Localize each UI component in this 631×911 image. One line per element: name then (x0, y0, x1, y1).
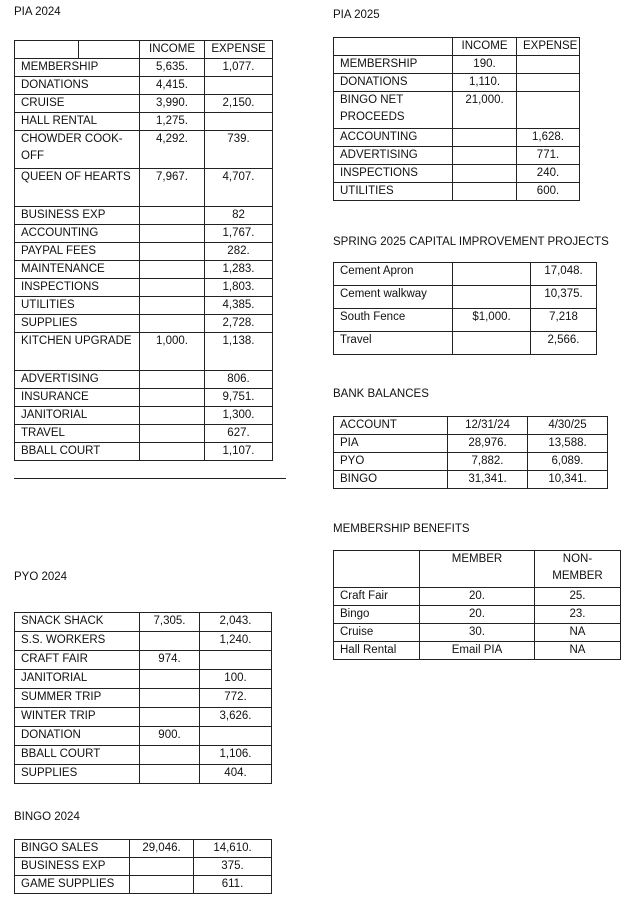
table-row (15, 425, 273, 443)
table-row (334, 286, 597, 309)
table-row (15, 371, 273, 389)
row-label: BUSINESS EXP (15, 207, 140, 225)
table-header-row (334, 38, 580, 56)
value-cell-2: 1,106. (200, 746, 272, 765)
table-row (15, 207, 273, 225)
value-cell-2: 1,240. (200, 632, 272, 651)
table-row (334, 165, 580, 183)
row-label: Travel (334, 332, 453, 355)
bank-table (333, 416, 608, 489)
capital-table (333, 262, 597, 355)
value-cell-2: 2,566. (531, 332, 597, 355)
bingo2024-table (14, 839, 272, 894)
row-label: Craft Fair (334, 588, 420, 606)
value-cell-1: 7,882. (448, 453, 528, 471)
row-label: JANITORIAL (15, 407, 140, 425)
value-cell-2: 3,626. (200, 708, 272, 727)
value-cell-2: 23. (535, 606, 621, 624)
value-cell-2: 2,043. (200, 613, 272, 632)
table-row (15, 670, 272, 689)
row-label: HALL RENTAL (15, 113, 140, 131)
value-cell-1 (140, 315, 205, 333)
expense-header: EXPENSE (517, 38, 580, 56)
value-cell-1 (453, 129, 517, 147)
row-label: INSPECTIONS (334, 165, 453, 183)
table-row (334, 129, 580, 147)
value-cell-2: 1,077. (205, 59, 273, 77)
value-cell-1: Email PIA (420, 642, 535, 660)
value-cell-2: 6,089. (528, 453, 608, 471)
non-member-header: NON-MEMBER (535, 551, 621, 588)
value-cell-1: 31,341. (448, 471, 528, 489)
table-row (15, 727, 272, 746)
value-cell-2: 627. (205, 425, 273, 443)
value-cell-1 (140, 279, 205, 297)
row-label: MEMBERSHIP (334, 56, 453, 74)
table-row (15, 225, 273, 243)
value-cell-1 (453, 147, 517, 165)
table-row (15, 77, 273, 95)
value-cell-2: 10,375. (531, 286, 597, 309)
account-header: ACCOUNT (334, 417, 448, 435)
pyo2024-table (14, 612, 272, 784)
value-cell-1: 30. (420, 624, 535, 642)
value-cell-2 (200, 727, 272, 746)
value-cell-1 (453, 263, 531, 286)
value-cell-2: 14,610. (194, 840, 272, 858)
row-label: BBALL COURT (15, 443, 140, 461)
value-cell-2: 1,803. (205, 279, 273, 297)
value-cell-2: 82 (205, 207, 273, 225)
row-label: BINGO (334, 471, 448, 489)
row-label: SUPPLIES (15, 765, 140, 784)
row-label: UTILITIES (15, 297, 140, 315)
row-label: PIA (334, 435, 448, 453)
value-cell-1: 20. (420, 606, 535, 624)
value-cell-1: 900. (140, 727, 200, 746)
date-header: 4/30/25 (528, 417, 608, 435)
row-label: DONATIONS (334, 74, 453, 92)
table-row (15, 689, 272, 708)
table-row (15, 279, 273, 297)
bank-title: BANK BALANCES (333, 388, 429, 400)
row-label: CRAFT FAIR (15, 651, 140, 670)
value-cell-2: 1,628. (517, 129, 580, 147)
value-cell-2: 100. (200, 670, 272, 689)
member-header: MEMBER (420, 551, 535, 588)
value-cell-1: 7,305. (140, 613, 200, 632)
value-cell-1: 20. (420, 588, 535, 606)
value-cell-2 (517, 74, 580, 92)
table-row (15, 708, 272, 727)
table-row (334, 624, 621, 642)
value-cell-1: 3,990. (140, 95, 205, 113)
pia2025-title: PIA 2025 (333, 9, 380, 21)
value-cell-2: 806. (205, 371, 273, 389)
table-header-row (15, 41, 273, 59)
header-cell (79, 41, 140, 59)
value-cell-2: 4,707. (205, 169, 273, 207)
benefits-table (333, 550, 621, 660)
value-cell-1 (140, 207, 205, 225)
value-cell-1: 7,967. (140, 169, 205, 207)
value-cell-1 (140, 670, 200, 689)
table-row (15, 297, 273, 315)
table-row (15, 261, 273, 279)
row-label: WINTER TRIP (15, 708, 140, 727)
row-label: GAME SUPPLIES (15, 876, 130, 894)
table-row (15, 59, 273, 77)
table-row (15, 613, 272, 632)
table-row (334, 588, 621, 606)
row-label: BINGO NET PROCEEDS (334, 92, 453, 129)
row-label: DONATIONS (15, 77, 140, 95)
table-row (15, 876, 272, 894)
row-label: BINGO SALES (15, 840, 130, 858)
row-label: INSPECTIONS (15, 279, 140, 297)
row-label: KITCHEN UPGRADE (15, 333, 140, 371)
value-cell-1 (453, 286, 531, 309)
date-header: 12/31/24 (448, 417, 528, 435)
value-cell-2 (517, 92, 580, 129)
table-row (15, 407, 273, 425)
value-cell-1 (140, 765, 200, 784)
table-row (15, 443, 273, 461)
row-label: PAYPAL FEES (15, 243, 140, 261)
capital-title: SPRING 2025 CAPITAL IMPROVEMENT PROJECTS (333, 236, 609, 248)
value-cell-2 (205, 77, 273, 95)
value-cell-1 (140, 443, 205, 461)
value-cell-1 (130, 858, 194, 876)
value-cell-1 (140, 225, 205, 243)
header-cell (334, 551, 420, 588)
value-cell-1 (140, 708, 200, 727)
expense-header: EXPENSE (205, 41, 273, 59)
value-cell-1 (140, 297, 205, 315)
table-row (334, 606, 621, 624)
table-row (334, 435, 608, 453)
row-label: Cement Apron (334, 263, 453, 286)
pia2024-title: PIA 2024 (14, 6, 61, 18)
pia2025-table (333, 37, 580, 201)
header-cell (15, 41, 79, 59)
row-label: CHOWDER COOK-OFF (15, 131, 140, 169)
value-cell-1: 4,415. (140, 77, 205, 95)
value-cell-1: 28,976. (448, 435, 528, 453)
value-cell-1: 1,000. (140, 333, 205, 371)
table-row (15, 651, 272, 670)
row-label: S.S. WORKERS (15, 632, 140, 651)
table-row (334, 183, 580, 201)
income-header: INCOME (453, 38, 517, 56)
value-cell-2: 1,107. (205, 443, 273, 461)
table-row (334, 74, 580, 92)
row-label: INSURANCE (15, 389, 140, 407)
value-cell-2: 611. (194, 876, 272, 894)
value-cell-2: 404. (200, 765, 272, 784)
row-label: BBALL COURT (15, 746, 140, 765)
value-cell-1: 190. (453, 56, 517, 74)
value-cell-1 (140, 243, 205, 261)
row-label: BUSINESS EXP (15, 858, 130, 876)
row-label: SNACK SHACK (15, 613, 140, 632)
table-row (15, 858, 272, 876)
value-cell-2: 282. (205, 243, 273, 261)
table-header-row (334, 551, 621, 588)
table-row (15, 746, 272, 765)
income-header: INCOME (140, 41, 205, 59)
value-cell-1: 4,292. (140, 131, 205, 169)
value-cell-2: 600. (517, 183, 580, 201)
value-cell-1 (453, 183, 517, 201)
table-row (334, 332, 597, 355)
row-label: Hall Rental (334, 642, 420, 660)
value-cell-1: $1,000. (453, 309, 531, 332)
row-label: Bingo (334, 606, 420, 624)
header-cell (334, 38, 453, 56)
row-label: QUEEN OF HEARTS (15, 169, 140, 207)
row-label: UTILITIES (334, 183, 453, 201)
value-cell-2: 10,341. (528, 471, 608, 489)
value-cell-2: 375. (194, 858, 272, 876)
value-cell-1: 1,275. (140, 113, 205, 131)
value-cell-2: 772. (200, 689, 272, 708)
row-label: Cement walkway (334, 286, 453, 309)
row-label: TRAVEL (15, 425, 140, 443)
value-cell-2: 739. (205, 131, 273, 169)
value-cell-1 (140, 389, 205, 407)
value-cell-2: 1,767. (205, 225, 273, 243)
value-cell-1 (140, 425, 205, 443)
value-cell-2: 1,300. (205, 407, 273, 425)
row-label: ADVERTISING (334, 147, 453, 165)
row-label: ACCOUNTING (15, 225, 140, 243)
value-cell-2: 240. (517, 165, 580, 183)
table-row (15, 113, 273, 131)
row-label: JANITORIAL (15, 670, 140, 689)
value-cell-2: 4,385. (205, 297, 273, 315)
value-cell-1: 5,635. (140, 59, 205, 77)
row-label: South Fence (334, 309, 453, 332)
table-row (334, 92, 580, 129)
value-cell-1 (140, 746, 200, 765)
table-row (15, 840, 272, 858)
table-row (15, 95, 273, 113)
row-label: PYO (334, 453, 448, 471)
value-cell-2 (205, 113, 273, 131)
table-row (15, 333, 273, 371)
value-cell-2: 17,048. (531, 263, 597, 286)
row-label: Cruise (334, 624, 420, 642)
value-cell-1 (140, 689, 200, 708)
table-row (334, 471, 608, 489)
table-header-row (334, 417, 608, 435)
table-row (334, 453, 608, 471)
table-row (15, 243, 273, 261)
value-cell-2 (517, 56, 580, 74)
row-label: DONATION (15, 727, 140, 746)
value-cell-1 (140, 407, 205, 425)
value-cell-2: 9,751. (205, 389, 273, 407)
value-cell-2: 25. (535, 588, 621, 606)
value-cell-2: NA (535, 624, 621, 642)
pia2024-table (14, 40, 273, 461)
value-cell-2 (200, 651, 272, 670)
row-label: SUPPLIES (15, 315, 140, 333)
value-cell-1: 21,000. (453, 92, 517, 129)
bingo2024-title: BINGO 2024 (14, 811, 80, 823)
value-cell-1 (453, 332, 531, 355)
value-cell-2: 7,218 (531, 309, 597, 332)
pyo2024-title: PYO 2024 (14, 571, 68, 583)
table-bottom-rule (14, 478, 286, 479)
value-cell-2: NA (535, 642, 621, 660)
value-cell-1 (453, 165, 517, 183)
row-label: MAINTENANCE (15, 261, 140, 279)
table-row (15, 131, 273, 169)
table-row (15, 389, 273, 407)
row-label: ACCOUNTING (334, 129, 453, 147)
value-cell-2: 2,150. (205, 95, 273, 113)
row-label: MEMBERSHIP (15, 59, 140, 77)
table-row (15, 765, 272, 784)
benefits-title: MEMBERSHIP BENEFITS (333, 523, 470, 535)
value-cell-1: 1,110. (453, 74, 517, 92)
table-row (334, 263, 597, 286)
value-cell-1 (140, 261, 205, 279)
value-cell-1 (130, 876, 194, 894)
value-cell-2: 2,728. (205, 315, 273, 333)
row-label: ADVERTISING (15, 371, 140, 389)
table-row (334, 147, 580, 165)
value-cell-1 (140, 632, 200, 651)
value-cell-2: 1,138. (205, 333, 273, 371)
value-cell-2: 1,283. (205, 261, 273, 279)
value-cell-1: 974. (140, 651, 200, 670)
table-row (334, 56, 580, 74)
table-row (15, 315, 273, 333)
table-row (334, 309, 597, 332)
value-cell-1 (140, 371, 205, 389)
value-cell-1: 29,046. (130, 840, 194, 858)
value-cell-2: 771. (517, 147, 580, 165)
value-cell-2: 13,588. (528, 435, 608, 453)
row-label: SUMMER TRIP (15, 689, 140, 708)
table-row (334, 642, 621, 660)
table-row (15, 169, 273, 207)
table-row (15, 632, 272, 651)
row-label: CRUISE (15, 95, 140, 113)
